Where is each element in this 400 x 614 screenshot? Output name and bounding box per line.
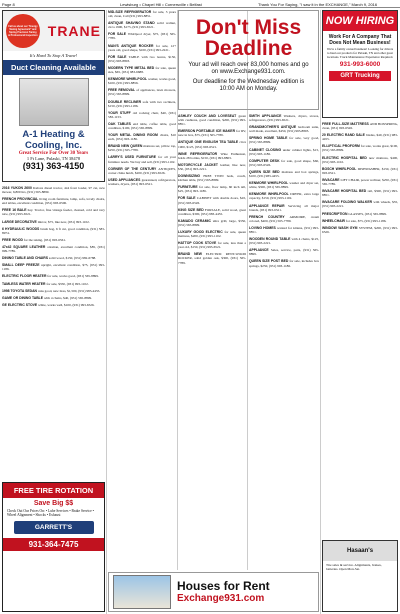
hiring-banner: NOW HIRING — [323, 11, 397, 31]
classified-column-3 — [178, 114, 246, 570]
listing-heading: KENMORE WHIRLPOOL — [249, 181, 290, 186]
listing-heading: FOR SALE — [108, 32, 128, 37]
listing-heading: LARRY'S USED FURNITURE — [108, 155, 159, 160]
classified-listing: FREE FULL-SIZE MATTRESS AND BOXSPRING, clean, (931) 993-6526. — [322, 122, 398, 131]
classified-listing: KENMORE WHIRLPOOL DRYER, extra large capacity, $150, (931) 993-1102. — [249, 192, 319, 201]
listing-heading: LOVING HOMES — [249, 225, 278, 230]
listing-heading: FRENCH COUNTRY — [249, 214, 290, 219]
grt-logo: GRT Trucking — [329, 71, 391, 81]
listing-heading: ASHLEY COUCH AND LOVESEAT — [178, 114, 239, 118]
classified-listing: ELECTRIC HOSPITAL BED new mattress, $400, (931) 993-1102. — [322, 155, 398, 164]
classified-listing: LUXURY GOOD ELECTRIC for sale, queen mattress, $200, (931) 993-1102. — [178, 229, 246, 239]
listing-heading: FOR SALE — [108, 54, 129, 59]
classified-listing: HATTOP COOK STOVE for sale, less than a year old, $150, (931) 993-6521. — [178, 241, 246, 250]
listing-heading: KING SIZE BED — [178, 207, 205, 212]
classified-listing: WINE REFRIGERATOR Wine Enthusiast, holds 28 bottles, $150, (931) 993-8803. — [178, 151, 246, 160]
ad-houses-for-rent[interactable] — [108, 572, 319, 612]
tire-save: Save Big $$ — [33, 500, 74, 507]
classified-listing: LOVING HOMES wanted for kittens, (931) 993-8851. — [249, 225, 319, 234]
classified-listing: KAMADO CERAMIC ultra grill, large, $350, (931) 565-8899. — [178, 218, 246, 227]
classified-listing: FOR SALE Whirlpool dryer, $75, (931) 565-7789. — [108, 32, 176, 41]
classified-listing: 47x42 SQUARE LEATHER ottoman, excellent condition, $85, (931) 999-7789. — [2, 244, 105, 254]
classified-listing: KING SIZE BED FORSALE, solid wood, great condition, $300, (931) 983-4455. — [178, 207, 246, 216]
listing-heading: FREE REMOVAL — [108, 88, 137, 93]
classified-listing: OAK TABLES end table, coffee table, good condition, $100, (931) 565-8899. — [108, 121, 176, 130]
classified-listing: COMPUTER DESK for sale, good shape, $60, (931) 993-6526. — [249, 158, 319, 167]
classified-listing: ELLIPTICAL PROFORM for sale, works great, $100, (931) 565-8899. — [322, 144, 398, 153]
classified-listing: SMITH APPLIANCE Washers, dryers, stoves, refrigerators, (931) 993-6521. — [249, 114, 319, 123]
hiring-phone[interactable]: 931-993-6000 — [339, 61, 381, 69]
listing-heading: DOUBLE RECLINER — [108, 99, 143, 104]
listing-heading: BRAND NEW QUEEN — [108, 144, 144, 149]
listing-heading: KAMADO CERAMIC — [178, 218, 213, 223]
classified-listing: LARRY'S USED FURNITURE for all your furniture needs. We buy and sell, (931) 993-1102. — [108, 155, 176, 164]
listing-heading: PRESCRIPTION — [322, 211, 349, 216]
classified-listing: KENMORE WHIRLPOOL washer and dryer set, white, $300, (931) 565-8899. — [249, 181, 319, 190]
listing-heading: GRANDMOTHER'S ANTIQUE — [249, 125, 298, 130]
listing-heading: CORNER OF THE CENTURY — [108, 166, 159, 171]
listing-heading: WINDOW WASH GYM — [322, 225, 359, 230]
listing-heading: WOODEN ROUND TABLE — [249, 237, 292, 242]
ad-tire-rotation[interactable] — [2, 482, 105, 612]
listing-heading: FOR SALE — [178, 196, 197, 201]
listing-heading: ANTIQUE ONE ENGLISH TEA TABLE — [178, 140, 240, 145]
hvac-unit-image — [19, 78, 89, 126]
classified-listing: CABINET CLOSING under cabinet lights, $15, (931) 993-1186. — [249, 147, 319, 156]
classified-listing: FREE REMOVAL of appliances, lawn mowers, (931) 565-8899. — [108, 88, 176, 97]
classified-listing: PRESCRIPTION GLASSES, (931) 565-8899. — [322, 211, 387, 216]
classified-listing: ELECTRIC FLOOR HEATER for sale, works good, (931) 565-8899. — [2, 274, 99, 279]
listing-heading: SMALL DEEP FREEZE — [2, 263, 42, 268]
classified-listing: TAMLESS WATER HEATER for sale, $350, (931) 993-1102. — [2, 281, 89, 286]
listing-heading: ELLIPTICAL PROFORM — [322, 144, 361, 149]
houses-title: Houses for Rent — [177, 579, 270, 593]
classified-listing: 2016 YUKON 2600 Kubota diesel tractor, 4x4 front loader, 97 cut, new mower, 6,800 hrs, (931) 565-8899. — [2, 186, 105, 195]
listing-heading: ANTIQUE SHAVING STAND — [108, 21, 158, 26]
listing-heading: USED APPLIANCES — [108, 177, 142, 182]
classified-listing: FOR SALE CABINET with double doors, $45, (931) 993-6526. — [178, 196, 246, 205]
classified-listing: GE ELECTRIC STOVE white, works well, $100, (931) 993-6526. — [2, 302, 95, 307]
listing-heading: DOWNSIZING — [178, 174, 204, 179]
service-line: Great Service For Over 30 Years — [18, 151, 89, 156]
classified-listing: QUEEN SIZE BED mattress and box springs, $100, (931) 983-4455. — [249, 169, 319, 179]
listing-heading: WINE REFRIGERATOR — [178, 151, 221, 156]
listing-heading: INVACARE HOSPITAL BED — [322, 189, 368, 194]
garrett-logo: GARRETT'S — [14, 521, 94, 534]
listing-heading: MID-SIZE REFRIGERATOR — [108, 10, 153, 14]
classified-listing: FURNITURE for sale, floor lamp, 60 inch tall, $25, (931) 993-1186. — [178, 185, 246, 194]
classified-listing: ANTIQUE ONE ENGLISH TEA TABLE circa 1900, $125, (931) 993-6521. — [178, 140, 246, 149]
classified-listing: LARGE DECORATIVE mirror, $75, like new, (931) 993-1102. — [2, 219, 90, 224]
listing-heading: APPLIANCE — [249, 248, 271, 253]
classified-listing: DOUBLE RECLINER sofa with two recliners, $150, (931) 993-1186. — [108, 99, 176, 108]
classified-listing: APPLIANCE REPAIR Servicing all major brands, (931) 993-6521. — [249, 203, 319, 212]
listing-heading: QUEEN SIZE POST BED — [249, 259, 290, 264]
classified-listing: MID-SIZE REFRIGERATOR for sale, 3 years old, clean, Call (931) 993-8851. — [108, 10, 176, 19]
classified-column-5 — [322, 122, 398, 536]
listing-heading: BRAND NEW — [178, 252, 206, 257]
ad-now-hiring[interactable] — [322, 10, 398, 118]
listing-heading: TAMLESS WATER HEATER — [2, 281, 47, 286]
listing-heading: APPLIANCE REPAIR — [249, 203, 289, 208]
listing-heading: MAN'S ANTIQUE ROCKER — [108, 43, 156, 48]
classified-listing: GRANDMOTHER'S ANTIQUE bedroom suite, well made, excellent, $450, (931) 993-8803. — [249, 125, 319, 134]
classified-listing: CORNER OF THE CENTURY ANTIQUES, corner china hutch, $200, (931) 993-6526. — [108, 166, 176, 175]
listing-heading: SMITH APPLIANCE — [249, 114, 284, 118]
listing-heading: ELECTRIC HOSPITAL BED — [322, 155, 369, 160]
listing-heading: FRENCH PROVINCIAL — [2, 197, 40, 202]
tire-services: Check Out Our Prices On: • Lube Services • Brake Service • Wheel Alignment • Shocks • Exhaust — [7, 509, 94, 518]
listing-heading: WHEELCHAIR — [322, 218, 346, 223]
classified-listing: FRENCH PROVINCIAL living room furniture, lamp, sofa, lovely chairs, end tables, excellent condition, (931) 993-6506. — [2, 197, 105, 206]
tire-phone[interactable]: 931-364-7475 — [3, 538, 104, 551]
classified-listing: APPLIANCE Sales, service, parts, (931) 565-8899. — [249, 248, 319, 257]
classified-listing: INVACARE FOLDING WALKER with wheels, $35, (931) 993-2221. — [322, 200, 398, 209]
classified-listing: FRENCH COUNTRY ARMOIRE, cream colored, $400, (931) 565-7789. — [249, 214, 319, 223]
listing-heading: 1998 TOYOTA SEDAN — [2, 288, 38, 293]
listing-heading: ELECTRIC FLOOR HEATER — [2, 274, 48, 279]
listing-heading: DINING TABLE AND CHAIRS — [2, 256, 49, 261]
listing-heading: SPRING HOME TABLE — [249, 136, 290, 141]
paper-name: Lewisburg • Chapel Hill • Cornersville • Belfast — [120, 2, 202, 7]
ad-tagline: It's Hard To Stop A Trane! — [29, 53, 78, 58]
classified-listing: QUEEN SIZE POST BED for sale, includes box springs, $250, (931) 993-1186. — [249, 259, 319, 268]
classified-listing: DOWNSIZING FREE TWIN beds, couch, kitchen table, (931) 565-8899. — [178, 174, 246, 183]
classified-listing: 1998 TOYOTA SEDAN runs good, new tires, $1,500, (931) 983-4455. — [2, 288, 101, 293]
deadline-time: Our deadline for the Wednesday edition is 10:00 AM on Monday. — [192, 79, 305, 92]
listing-heading: HATTOP COOK STOVE — [178, 241, 218, 246]
listing-heading: KENMORE WHIRLPOOL — [249, 192, 291, 197]
classified-listing: DINING TABLE AND CHAIRS solid wood, $150, (931) 982-6788. — [2, 256, 97, 261]
listing-heading: INVACARE — [322, 177, 341, 182]
listing-heading: 20 ELECTRIC RAND SALE — [322, 133, 366, 138]
listing-heading: COMPUTER DESK — [249, 158, 282, 163]
listing-heading: EMERSON PORTABLE ICE MAKER — [178, 129, 237, 134]
classified-listing: USED APPLIANCES guaranteed, refrigerators, washers, dryers, (931) 993-6521. — [108, 177, 176, 186]
classified-column-1 — [2, 186, 105, 478]
listing-heading: GAME OR DINING TABLE — [2, 295, 44, 300]
listing-heading: MODERN TYPE METAL BED — [108, 65, 156, 70]
classified-listing: BRAND NEW ELECTRIC RENT-WOOD ROCKER, solid golden oak, $300, (931) 565-7789. — [178, 252, 246, 265]
listing-heading: LUXURY GOOD ELECTRIC — [178, 229, 225, 234]
company-name: A-1 Heating & Cooling, Inc. — [22, 129, 85, 151]
listing-heading: YOUR METAL DINING ROOM — [108, 133, 160, 138]
classified-listing: WOODEN ROUND TABLE with 4 chairs, $125, (931) 993-2221. — [249, 237, 319, 246]
listing-heading: OAK TABLES — [108, 121, 134, 126]
hiring-details: We're a family owned business! Looking for drivers to haul our products for Pulaski, TN and other great locations. Truck Maintenance Experience Required. — [326, 47, 394, 59]
classified-listing: ASHLEY COUCH AND LOVESEAT green with cushions, good condition, $200, (931) 993-8851. — [178, 114, 246, 127]
deadline-reach: Your ad will reach over 83,000 homes and go on www.Exchange931.com. — [188, 62, 309, 75]
ad-a1-heating[interactable] — [2, 10, 105, 182]
listing-heading: YOUR STUFF — [108, 110, 133, 115]
listing-heading: 6 HYDRAULIC WOODS — [2, 226, 41, 231]
page-number: Page 8 — [2, 2, 15, 7]
thanks-line: Thank You For Saying, "I saw it in the EXCHANGE," March 9, 2016 — [258, 2, 378, 7]
listing-heading: BOSCH WHIRLPOOL — [322, 166, 358, 171]
hiring-sub: Work For A Company That Does Not Mean Business! — [328, 34, 392, 46]
deadline-title: Don't Miss Deadline — [195, 16, 302, 60]
listing-heading: LARGE DECORATIVE — [2, 219, 38, 224]
classified-listing: BRAND NEW QUEEN mattress set, pillow top, $250, (931) 565-7789. — [108, 144, 176, 153]
classified-listing: FREE WOOD for the taking, (931) 993-6561. — [2, 237, 66, 242]
houses-site[interactable]: Exchange931.com — [177, 593, 265, 604]
classified-listing: 20 ELECTRIC RAND SALE blades, $40, (931) 983-4455. — [322, 133, 398, 142]
listing-heading: 2016 YUKON 2600 — [2, 186, 34, 190]
energy-badge: Call us about our "Energy Saving Agreement" and Spring Precision Tuning & Professional Inspection — [6, 14, 40, 48]
classified-listing: MAN'S ANTIQUE ROCKER for sale, 12+ years old, good shape, $100, (931) 993-2221. — [108, 43, 176, 52]
classified-listing: INVACARE HOSPITAL BED rail, $300, (931) 993-8851. — [322, 189, 398, 198]
classified-column-4 — [249, 114, 319, 570]
classified-listing: SPRING HOME TABLE for sale, very good, (931) 565-8899. — [249, 136, 319, 145]
listing-heading: CABINET CLOSING — [249, 147, 283, 152]
classified-listing: FOR SALE TABLE with two leaves, $150, (931) 993-8803. — [108, 54, 176, 63]
ad-dont-miss-deadline[interactable] — [178, 10, 319, 110]
classified-listing: EMERSON PORTABLE ICE MAKER for RV, new in box, $75, (931) 565-7789. — [178, 129, 246, 138]
classified-listing: FREE 16 BALE hay. Tractor, fine vintage feeder, cleaned, cold and very nice, (931) 993-6521. — [2, 208, 105, 217]
classified-listing: ANTIQUE SHAVING STAND solid walnut, circa 1900, $175, (931) 993-6521. — [108, 21, 176, 30]
classified-listing: MOTORCYCLE JACKET leather, like new, $50, (931) 993-2221. — [178, 162, 246, 171]
company-phone[interactable]: (931) 363-4150 — [22, 161, 85, 171]
classified-listing: WHEELCHAIR for sale, $75, (931) 993-1186. — [322, 218, 387, 223]
classified-listing: YOUR METAL DINING ROOM chairs, $10 each, (931) 993-1186. — [108, 133, 176, 142]
company-address: 1 Ft Lane, Pulaski, TN 38478 — [26, 156, 81, 161]
listing-heading: QUEEN SIZE BED — [249, 169, 282, 174]
trane-logo: TRANE — [47, 23, 101, 39]
sale-title: Hasaan's — [323, 541, 397, 561]
classified-listing: WINDOW WASH GYM SYSTEM, $200, (931) 993-6526. — [322, 225, 398, 234]
listing-heading: FURNITURE — [178, 185, 200, 190]
classified-column-2 — [108, 10, 176, 570]
listing-heading: FREE FULL-SIZE MATTRESS — [322, 122, 370, 126]
classified-listing: 6 HYDRAULIC WOODS brush hog, 6 ft cut, good condition, (931) 583-8974. — [2, 226, 105, 235]
duct-cleaning-strip: Duct Cleaning Available — [3, 60, 104, 75]
page-header — [0, 0, 400, 8]
classified-listing: SMALL DEEP FREEZE upright, excellent condition, $75, (931) 993-1186. — [2, 263, 105, 272]
listing-heading: FREE WOOD — [2, 237, 24, 242]
classified-listing: MODERN TYPE METAL BED for sale, queen size, $65, (931) 983-6688. — [108, 65, 176, 75]
house-photo — [113, 575, 171, 609]
classified-listing: INVACARE LIFT CHAIR, power recliner, $250, (931) 565-7789. — [322, 177, 398, 187]
listing-heading: KENMORE WHIRLPOOL — [108, 77, 148, 82]
classified-listing: YOUR STUFF old rocking chair, $40, (931) 583-1153. — [108, 110, 176, 119]
classified-listing: BOSCH WHIRLPOOL DISHWASHER, $150, (931) 993-6521. — [322, 166, 398, 175]
listing-heading: INVACARE FOLDING WALKER — [322, 200, 374, 205]
listing-heading: MOTORCYCLE JACKET — [178, 162, 221, 167]
listing-heading: GE ELECTRIC STOVE — [2, 302, 39, 307]
listing-heading: 47x42 SQUARE LEATHER — [2, 244, 48, 249]
classified-listing: GAME OR DINING TABLE with 4 chairs, $40, (931) 565-8899. — [2, 295, 92, 300]
listing-heading: FREE 16 BALE — [2, 208, 28, 213]
classified-listing: KENMORE WHIRLPOOL washer, works good, $100, (931) 993-8856. — [108, 77, 176, 86]
sale-body: Tire sales & service. Alignments, brakes, batteries. Open Mon-Sat. — [326, 563, 382, 572]
ad-tire-shop[interactable] — [322, 540, 398, 612]
tire-banner: FREE TIRE ROTATION — [3, 483, 104, 498]
